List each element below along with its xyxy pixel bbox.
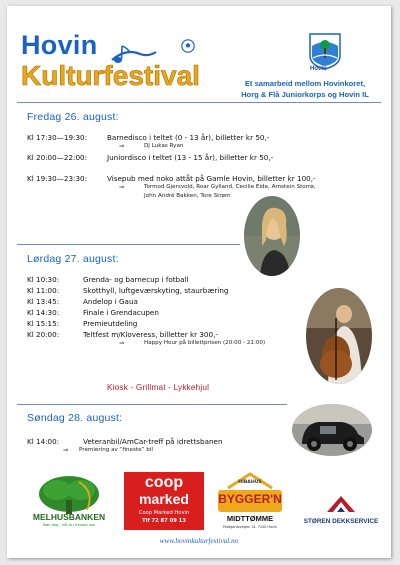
- singer-photo-image: [244, 196, 300, 276]
- event-desc: Grenda- og barnecup i fotball: [83, 275, 189, 284]
- event-time: Kl 19:30—23:30:: [27, 174, 88, 183]
- byggern-address: Midtgardsvegen 14, 7100 Hovin: [222, 525, 278, 529]
- event-desc: Juniordisco i teltet (13 - 15 år), billetter kr 50,-: [107, 153, 274, 162]
- cooperation-text: [225, 78, 385, 100]
- event-desc: Premieutdeling: [83, 319, 138, 328]
- title-hovin: Hovin: [21, 30, 98, 60]
- coop-logo-text: coop: [144, 474, 184, 491]
- melhusbanken-name: MELHUSBANKEN: [32, 512, 106, 522]
- event-desc: Visepub med noko attåt på Gamle Hovin, billetter kr 100,-: [107, 174, 316, 183]
- coop-store-name: Coop Marked Hovin: [138, 510, 190, 516]
- byggern-name: BYGGER'N: [218, 492, 282, 506]
- footer-url[interactable]: www.hovinkulturfestival.no: [159, 537, 239, 545]
- melhusbanken-slogan: Nær deg - når du trenger oss: [42, 523, 96, 527]
- storen-dekkservice-name: STØREN DEKKSERVICE: [303, 518, 379, 525]
- band-photo: [306, 288, 372, 384]
- event-sub: Tormod Gjersvold, Roar Gylland, Cecilie Eide, Arnstein Storrø,: [144, 184, 316, 190]
- event-time: Kl 11:00:: [27, 286, 60, 295]
- hovin-il-logo: [307, 32, 343, 70]
- divider-friday: [17, 244, 240, 245]
- day-title-friday: Fredag 26. august:: [27, 111, 119, 123]
- arrow-icon: ⇒: [63, 446, 69, 454]
- byggern-place: MIDTTØMME: [226, 514, 274, 523]
- event-time: Kl 10:30:: [27, 275, 60, 284]
- event-desc: Skotthyll, luftgeværskyting, staurbæring: [83, 286, 229, 295]
- singer-photo: [244, 196, 300, 276]
- event-sub: John André Bakken, Tore Strøm: [144, 193, 231, 199]
- hovin-logo-text: Hovin: [310, 66, 327, 72]
- festival-poster: [7, 6, 391, 558]
- event-sub: Premiering av “fineste” bil: [79, 447, 153, 453]
- arrow-icon: ⇒: [119, 183, 125, 191]
- sponsor-byggern: [210, 472, 290, 534]
- band-photo-image: [306, 288, 372, 384]
- event-desc: Veteranbil/AmCar-treff på idrettsbanen: [83, 437, 223, 446]
- event-sub: DJ Lukas Ryan: [144, 143, 184, 149]
- cooperation-line-1: Et samarbeid mellom Hovinkoret,: [244, 79, 366, 88]
- extras-text: Kiosk - Grillmat - Lykkehjul: [107, 383, 210, 392]
- event-time: Kl 15:15:: [27, 319, 60, 328]
- arrow-icon: ⇒: [119, 142, 125, 150]
- event-desc: Teltfest m/Kloveress, billetter kr 300,-: [83, 330, 218, 339]
- title-kulturfestival: Kulturfestival: [21, 60, 200, 91]
- dekkservice-tire-icon: [297, 490, 385, 520]
- event-time: Kl 14:00:: [27, 437, 60, 446]
- event-desc: Andelop i Gaua: [83, 297, 138, 306]
- coop-marked-text: marked: [139, 491, 189, 507]
- sponsor-coop-marked: [124, 472, 204, 530]
- day-title-sunday: Søndag 28. august:: [27, 412, 123, 424]
- event-time: Kl 13:45:: [27, 297, 60, 306]
- poster-header: [7, 6, 391, 116]
- arrow-icon: ⇒: [119, 339, 125, 347]
- sponsor-storen-dekkservice: [297, 490, 385, 530]
- event-desc: Finale i Grendacupen: [83, 308, 159, 317]
- veteran-car-photo: [292, 404, 372, 456]
- event-time: Kl 20:00:: [27, 330, 60, 339]
- byggern-top-text: HIBAHUS: [238, 480, 262, 485]
- veteran-car-image: [292, 404, 372, 456]
- sponsor-melhusbanken: [21, 472, 117, 532]
- divider-saturday: [17, 404, 287, 405]
- event-desc: Barnedisco i teltet (0 - 13 år), billetter kr 50,-: [107, 133, 270, 142]
- event-time: Kl 20:00—22:00:: [27, 153, 88, 162]
- coop-phone: Tlf 72 87 09 13: [142, 518, 186, 524]
- cooperation-line-2: Horg & Flå Juniorkorps og Hovin IL: [241, 90, 369, 99]
- event-time: Kl 14:30:: [27, 308, 60, 317]
- event-sub: Happy Hour på billettprisen (20:00 - 21:00): [144, 340, 266, 346]
- event-time: Kl 17:30—19:30:: [27, 133, 88, 142]
- football-icon: [181, 39, 195, 53]
- day-title-saturday: Lørdag 27. august:: [27, 253, 119, 265]
- divider-top: [17, 102, 381, 103]
